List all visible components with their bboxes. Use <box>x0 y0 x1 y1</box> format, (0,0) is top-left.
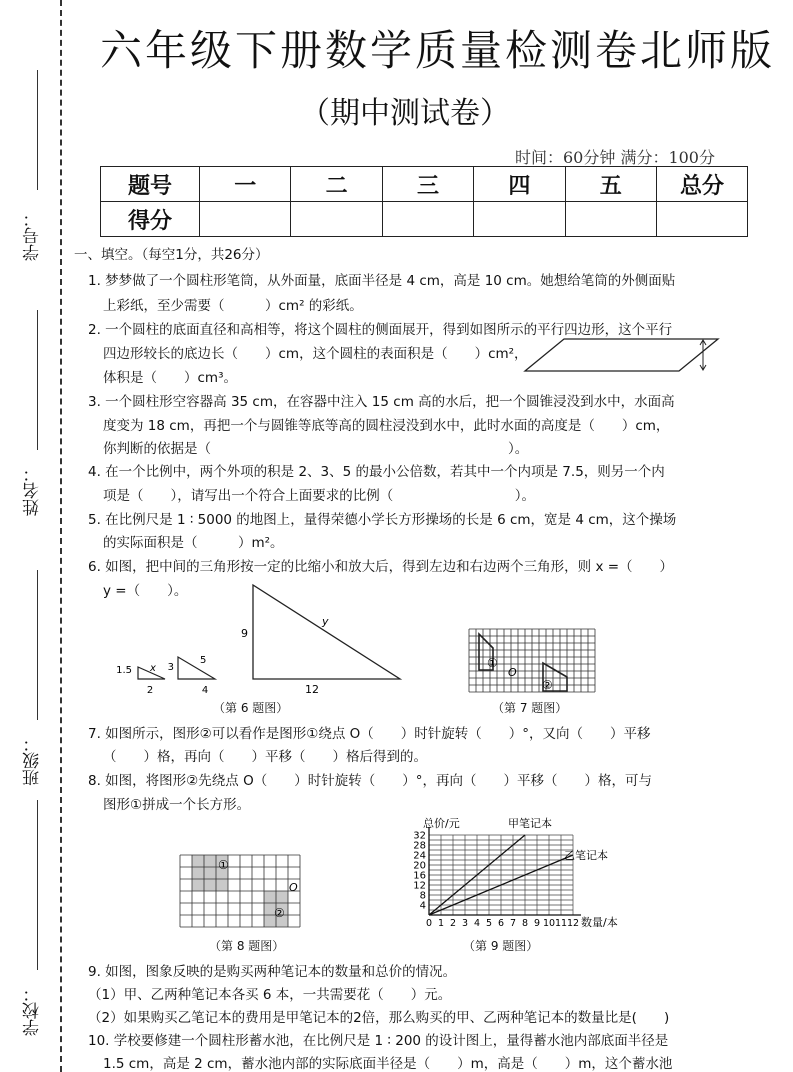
question-line: 你判断的依据是（ ）。 <box>103 441 529 457</box>
parallelogram-shape <box>525 339 718 371</box>
score-table-header-row <box>101 167 748 202</box>
score-header-cell: 四 <box>474 167 565 202</box>
question-line: 7. 如图所示，图形②可以看作是图形①绕点 O（ ）时针旋转（ ）°，又向（ ）平移 <box>88 726 651 742</box>
rotation-point-label: O <box>508 666 517 679</box>
x-tick-label: 9 <box>533 918 541 929</box>
score-cell[interactable] <box>474 202 565 237</box>
small-base-label: 2 <box>146 685 154 696</box>
question-line: 的实际面积是（ ）m²。 <box>103 535 284 551</box>
question-line: 度变为 18 cm，再把一个与圆锥等底等高的圆柱浸没到水中，此时水面的高度是（ ）cm， <box>103 418 670 434</box>
figure-9-chart <box>405 815 645 930</box>
student-id-label: 学号： <box>23 210 43 261</box>
figure-8-caption: （第 8 题图） <box>209 939 285 953</box>
question-line: y =（ ）。 <box>103 583 188 599</box>
question-line: 8. 如图，将图形②先绕点 O（ ）时针旋转（ ）°，再向（ ）平移（ ）格，可与 <box>88 773 652 789</box>
middle-height-label: 3 <box>167 662 174 673</box>
question-line: 1.5 cm，高是 2 cm，蓄水池内部的实际底面半径是（ ）m，高是（ ）m，这个蓄水池 <box>103 1056 673 1072</box>
y-tick-label: 4 <box>419 900 426 912</box>
question-line: 1. 梦梦做了一个圆柱形笔筒，从外面量，底面半径是 4 cm，高是 10 cm。她想给笔筒的外侧面贴 <box>88 273 676 289</box>
figure-8-grid <box>180 855 310 935</box>
y-tick-label: 24 <box>413 850 426 862</box>
score-header-cell: 二 <box>291 167 382 202</box>
middle-hypotenuse-label: 5 <box>200 655 207 666</box>
shape-2-label: ② <box>274 906 285 920</box>
question-line: 图形①拼成一个长方形。 <box>103 797 251 813</box>
series-label-jia: 甲笔记本 <box>508 817 552 830</box>
exam-subtitle: （期中测试卷） <box>300 96 510 131</box>
small-height-label: 1.5 <box>116 665 132 676</box>
x-tick-label: 8 <box>521 918 529 929</box>
shape-1-label: ① <box>487 656 498 670</box>
score-table <box>100 166 748 237</box>
score-header-cell: 五 <box>565 167 656 202</box>
name-label: 姓名： <box>23 465 43 516</box>
x-tick-label: 7 <box>509 918 517 929</box>
school-label: 学校： <box>23 985 43 1036</box>
question-line: （2）如果购买乙笔记本的费用是甲笔记本的2倍，那么购买的甲、乙两种笔记本的数量比是( ) <box>88 1010 670 1026</box>
class-label: 班级： <box>23 735 43 786</box>
exam-title: 六年级下册数学质量检测卷北师版 <box>100 26 776 75</box>
question-line: 6. 如图，把中间的三角形按一定的比缩小和放大后，得到左边和右边两个三角形，则 x =（ ） <box>88 559 674 575</box>
x-tick-label: 0 <box>425 918 433 929</box>
score-table-score-row <box>101 202 748 237</box>
time-and-score-info: 时间：60分钟 满分：100分 <box>515 148 715 167</box>
x-tick-label: 11 <box>554 918 568 929</box>
y-axis-label: 总价/元 <box>423 817 460 830</box>
x-tick-label: 2 <box>449 918 457 929</box>
figure-9-caption: （第 9 题图） <box>463 939 539 953</box>
large-height-label: 9 <box>241 627 248 640</box>
figure-6-triangles <box>116 585 420 696</box>
shape-2-label: ② <box>542 678 553 692</box>
section-heading: 一、填空。（每空1分，共26分） <box>74 247 269 263</box>
question-line: 项是（ ），请写出一个符合上面要求的比例（ ）。 <box>103 488 535 504</box>
large-base-label: 12 <box>305 683 319 696</box>
question-line: （ ）格，再向（ ）平移（ ）格后得到的。 <box>103 749 427 765</box>
question-line: 4. 在一个比例中，两个外项的积是 2、3、5 的最小公倍数，若其中一个内项是 7.5，则另一个内 <box>88 464 665 480</box>
question-line: 10. 学校要修建一个圆柱形蓄水池，在比例尺是 1 ∶ 200 的设计图上，量得蓄水池内部底面半径是 <box>88 1033 669 1049</box>
x-axis-label: 数量/本 <box>581 916 618 929</box>
series-label-yi: 乙笔记本 <box>564 849 608 862</box>
score-header-cell: 三 <box>382 167 473 202</box>
parallelogram-figure <box>520 335 725 377</box>
question-line: 体积是（ ）cm³。 <box>103 370 237 386</box>
x-tick-label: 10 <box>542 918 556 929</box>
question-line: 四边形较长的底边长（ ）cm，这个圆柱的表面积是（ ）cm²， <box>103 346 528 362</box>
x-tick-label: 4 <box>473 918 481 929</box>
class-blank-line[interactable] <box>37 570 38 720</box>
student-id-blank-line[interactable] <box>37 70 38 190</box>
question-line: 上彩纸，至少需要（ ）cm² 的彩纸。 <box>103 298 363 314</box>
x-tick-labels <box>426 918 579 929</box>
question-line: 2. 一个圆柱的底面直径和高相等，将这个圆柱的侧面展开，得到如图所示的平行四边形，这个平行 <box>88 322 673 338</box>
rotation-point-label: O <box>289 881 298 894</box>
figure-7-grid <box>467 627 597 697</box>
x-tick-label: 1 <box>437 918 445 929</box>
score-cell[interactable] <box>200 202 291 237</box>
y-tick-label: 16 <box>413 870 426 882</box>
score-cell[interactable] <box>291 202 382 237</box>
large-triangle <box>253 585 400 679</box>
score-header-cell: 一 <box>200 167 291 202</box>
name-blank-line[interactable] <box>37 310 38 450</box>
score-header-cell: 总分 <box>657 167 748 202</box>
y-tick-label: 8 <box>419 890 426 902</box>
middle-base-label: 4 <box>201 685 209 696</box>
binding-dashed-line <box>60 0 62 1072</box>
question-line: 9. 如图，图象反映的是购买两种笔记本的数量和总价的情况。 <box>88 964 457 980</box>
x-tick-label: 5 <box>485 918 493 929</box>
middle-triangle <box>178 657 215 679</box>
x-tick-label: 6 <box>497 918 505 929</box>
question-line: （1）甲、乙两种笔记本各买 6 本，一共需要花（ ）元。 <box>88 987 452 1003</box>
chart-grid <box>429 827 581 915</box>
y-tick-label: 12 <box>413 880 426 892</box>
x-tick-label: 12 <box>566 918 580 929</box>
figure-6-caption: （第 6 题图） <box>213 701 289 715</box>
small-hypotenuse-label: x <box>150 663 156 674</box>
y-tick-labels <box>413 831 426 912</box>
score-cell[interactable] <box>565 202 656 237</box>
shape-1-label: ① <box>218 858 229 872</box>
figure-7-caption: （第 7 题图） <box>492 701 568 715</box>
score-cell[interactable] <box>657 202 748 237</box>
score-header-cell: 题号 <box>101 167 200 202</box>
y-tick-label: 20 <box>413 860 426 872</box>
school-blank-line[interactable] <box>37 800 38 970</box>
large-hypotenuse-label: y <box>322 615 329 628</box>
y-tick-label: 28 <box>413 840 426 852</box>
score-cell[interactable] <box>382 202 473 237</box>
question-line: 3. 一个圆柱形空容器高 35 cm，在容器中注入 15 cm 高的水后，把一个圆锥浸没到水中，水面高 <box>88 394 675 410</box>
question-line: 5. 在比例尺是 1 ∶ 5000 的地图上，量得荣德小学长方形操场的长是 6 cm，宽是 4 cm，这个操场 <box>88 512 677 528</box>
x-tick-label: 3 <box>461 918 469 929</box>
y-tick-label: 32 <box>413 830 426 842</box>
score-row-label: 得分 <box>101 202 200 237</box>
